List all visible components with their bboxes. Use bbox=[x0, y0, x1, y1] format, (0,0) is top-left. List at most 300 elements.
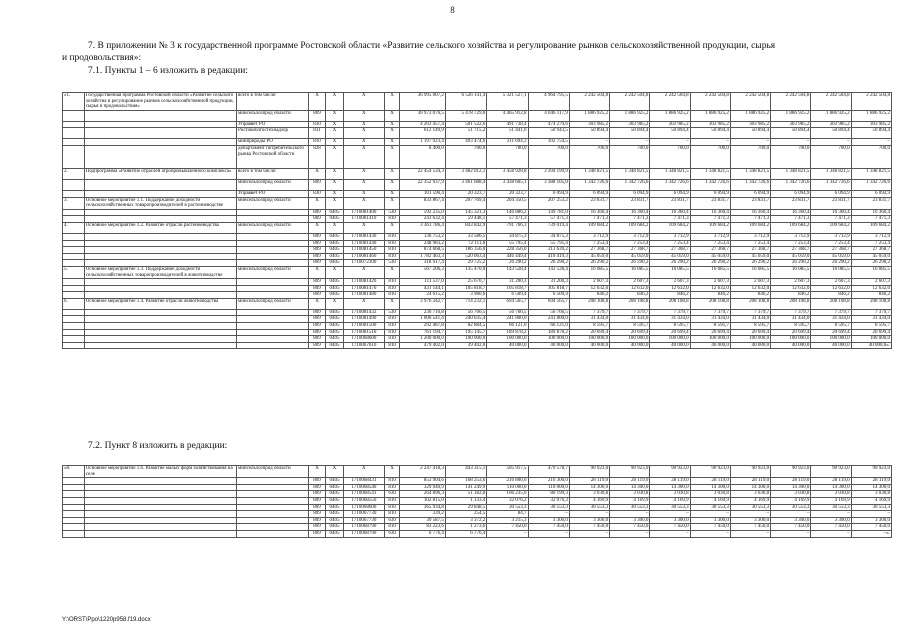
row-value: – bbox=[569, 530, 609, 537]
row-value: 846,2 bbox=[650, 292, 690, 299]
row-value: 23 831,7 bbox=[569, 197, 609, 209]
row-value: X bbox=[326, 197, 343, 209]
row-value: 16 360,4 bbox=[851, 209, 891, 216]
row-value: – bbox=[610, 511, 650, 518]
row-value: 59 448,1 bbox=[445, 216, 486, 223]
row-value: 0405 bbox=[326, 511, 343, 518]
row-value: 84,7 bbox=[487, 511, 528, 518]
row-value: X bbox=[326, 145, 343, 168]
row-value: 14 300,0 bbox=[811, 484, 851, 491]
row-value: 50 894,4 bbox=[851, 128, 891, 139]
row-number bbox=[63, 179, 85, 190]
row-value: 208 108,8 bbox=[650, 298, 690, 309]
row-value: 32 076,3 bbox=[528, 497, 569, 504]
row-number: 5. bbox=[63, 266, 85, 278]
row-name bbox=[84, 233, 236, 240]
row-value: 3 300,0 bbox=[610, 517, 650, 524]
row-value: 14 300,0 bbox=[851, 484, 891, 491]
row-value: 809 bbox=[308, 253, 325, 260]
row-value: 136 753,2 bbox=[400, 233, 446, 240]
row-name bbox=[84, 511, 236, 518]
row-value: 20 699,4 bbox=[569, 329, 609, 336]
row-value: 1710068550 bbox=[343, 497, 384, 504]
row-executor: департамент потребительского рынка Ростовской области bbox=[237, 145, 309, 168]
table-row bbox=[63, 240, 892, 247]
row-value: 846,2 bbox=[771, 292, 811, 299]
row-value: 3 712,9 bbox=[569, 233, 609, 240]
row-value: 809 bbox=[308, 336, 325, 343]
row-value: 0405 bbox=[326, 279, 343, 286]
row-value: 694 565,7 bbox=[487, 298, 528, 309]
row-value: 45 059,0 bbox=[569, 253, 609, 260]
row-name bbox=[84, 484, 236, 491]
row-value: 7 253,4 bbox=[690, 240, 730, 247]
row-value: 0405 bbox=[326, 285, 343, 292]
row-value: 630 bbox=[384, 491, 399, 498]
row-value: 0405 bbox=[326, 484, 343, 491]
row-value: 4 465 912,8 bbox=[487, 110, 528, 121]
row-value: 45 059,0 bbox=[730, 253, 770, 260]
row-value: 830 bbox=[308, 121, 325, 128]
row-value: 90 923,0 bbox=[851, 466, 891, 478]
row-value: 31 434,0 bbox=[690, 316, 730, 323]
row-value: 40 000,0 bbox=[690, 342, 730, 349]
row-value: X bbox=[343, 168, 384, 179]
row-value: 100 000,0 bbox=[690, 336, 730, 343]
row-value: 31 434,0 bbox=[569, 316, 609, 323]
row-value: 1 197 923,4 bbox=[400, 139, 446, 146]
row-value: 1710081430 bbox=[343, 233, 384, 240]
row-value: 30 553,3 bbox=[771, 504, 811, 511]
row-value: 843 842,9 bbox=[445, 222, 486, 233]
row-value: 1 342 726,6 bbox=[851, 179, 891, 190]
row-value: X bbox=[384, 145, 399, 168]
row-value: 8 595,7 bbox=[851, 323, 891, 330]
row-value: 7 253,4 bbox=[650, 240, 690, 247]
row-executor: минприроды РО bbox=[237, 139, 309, 146]
row-value: 26 290,2 bbox=[730, 260, 770, 267]
table-row bbox=[63, 197, 892, 209]
row-value: 30 553,3 bbox=[610, 504, 650, 511]
row-value: 5 321 527,1 bbox=[487, 93, 528, 111]
row-value: 25 670,7 bbox=[445, 279, 486, 286]
row-name bbox=[84, 247, 236, 254]
row-value: – bbox=[730, 511, 770, 518]
row-value: 216 800,0 bbox=[487, 478, 528, 485]
row-name bbox=[84, 209, 236, 216]
row-executor bbox=[237, 491, 309, 498]
row-value: X bbox=[326, 179, 343, 190]
row-name bbox=[84, 323, 236, 330]
row-value: 39 587,5 bbox=[400, 517, 446, 524]
row-value: 228 356,0 bbox=[487, 247, 528, 254]
row-number bbox=[63, 524, 85, 531]
row-value: 2 242 504,8 bbox=[650, 93, 690, 111]
row-value: 4 203 457,4 bbox=[400, 121, 446, 128]
row-value: 2 242 504,8 bbox=[690, 93, 730, 111]
row-value: 4 169,9 bbox=[771, 497, 811, 504]
table-row bbox=[63, 504, 892, 511]
row-value: 3 300,0 bbox=[690, 517, 730, 524]
row-value: X bbox=[308, 168, 325, 179]
row-value: 208 108,8 bbox=[690, 298, 730, 309]
row-value: 50 894,4 bbox=[811, 128, 851, 139]
row-value: 833 867,4 bbox=[400, 197, 446, 209]
row-value: 6 094,9 bbox=[650, 190, 690, 197]
table-row bbox=[63, 342, 892, 349]
row-value: 1 782 463,3 bbox=[400, 253, 446, 260]
row-value: 30 553,3 bbox=[528, 504, 569, 511]
row-number bbox=[63, 336, 85, 343]
row-value: 7 450,0 bbox=[811, 524, 851, 531]
row-executor bbox=[237, 524, 309, 531]
row-value: 26 290,2 bbox=[569, 260, 609, 267]
row-executor bbox=[237, 511, 309, 518]
row-value: 57 471,3 bbox=[487, 216, 528, 223]
row-number: 2. bbox=[63, 168, 85, 179]
row-value: 2 247 418,3 bbox=[400, 466, 446, 478]
row-number bbox=[63, 478, 85, 485]
row-value: 50 894,4 bbox=[650, 128, 690, 139]
row-value: 694 565,7 bbox=[528, 298, 569, 309]
row-value: 3 482 012,1 bbox=[445, 168, 486, 179]
row-value: 809 bbox=[308, 292, 325, 299]
row-name bbox=[84, 110, 236, 121]
row-value: 2 242 504,8 bbox=[811, 93, 851, 111]
row-value: 50 894,4 bbox=[730, 128, 770, 139]
row-value: 26 290,2 bbox=[528, 260, 569, 267]
row-value: 3 461 688,4 bbox=[445, 179, 486, 190]
row-number bbox=[63, 216, 85, 223]
row-value: 90 923,0 bbox=[610, 466, 650, 478]
row-number: 6. bbox=[63, 298, 85, 309]
row-value: 16 360,4 bbox=[811, 209, 851, 216]
row-value: X bbox=[343, 222, 384, 233]
row-value: – bbox=[610, 139, 650, 146]
row-value: 530 bbox=[384, 209, 399, 216]
row-value: 168 253,6 bbox=[445, 478, 486, 485]
row-name bbox=[84, 309, 236, 316]
row-value: 7 471,3 bbox=[730, 216, 770, 223]
row-value: 31 200,3 bbox=[528, 279, 569, 286]
row-value: 0405 bbox=[326, 491, 343, 498]
row-value: X bbox=[343, 298, 384, 309]
row-executor bbox=[237, 279, 309, 286]
row-value: 20 699,4 bbox=[851, 329, 891, 336]
row-number bbox=[63, 145, 85, 168]
row-value: 14 300,0 bbox=[771, 484, 811, 491]
row-value: 8 595,7 bbox=[730, 323, 770, 330]
row-value: 809 bbox=[308, 240, 325, 247]
table-row bbox=[63, 298, 892, 309]
row-value: 26 290,2 bbox=[610, 260, 650, 267]
row-value: 7 379,7 bbox=[690, 309, 730, 316]
row-name bbox=[84, 329, 236, 336]
row-value: 1 342 726,6 bbox=[650, 179, 690, 190]
row-value: 31 434,0 bbox=[610, 316, 650, 323]
row-value: 1 342 726,6 bbox=[730, 179, 770, 190]
row-value: 100 000,0 bbox=[569, 336, 609, 343]
row-value: 204 350,5 bbox=[487, 197, 528, 209]
row-value: 16 085,5 bbox=[650, 266, 690, 278]
row-value: 105 818,7 bbox=[528, 285, 569, 292]
row-value: 1710081460 bbox=[343, 253, 384, 260]
row-number bbox=[63, 139, 85, 146]
row-value: 208 108,8 bbox=[811, 298, 851, 309]
row-value: 303 985,2 bbox=[610, 121, 650, 128]
row-value: 1710068541 bbox=[343, 491, 384, 498]
row-value: 3 976 342,7 bbox=[400, 298, 446, 309]
row-value: 700,0 bbox=[811, 145, 851, 168]
row-value: 303 985,2 bbox=[650, 121, 690, 128]
row-value: 109 684,2 bbox=[851, 222, 891, 233]
row-value: 26 290,2 bbox=[690, 260, 730, 267]
row-name bbox=[84, 145, 236, 168]
row-value: X bbox=[308, 466, 325, 478]
row-value: 7 450,0 bbox=[487, 524, 528, 531]
row-value: 105 818,7 bbox=[487, 285, 528, 292]
table-row bbox=[63, 491, 892, 498]
row-value: X bbox=[343, 197, 384, 209]
row-name bbox=[84, 517, 236, 524]
row-value: 0405 bbox=[326, 316, 343, 323]
row-value: 2 242 504,8 bbox=[569, 93, 609, 111]
row-value: 4 169,9 bbox=[811, 497, 851, 504]
row-value: 567 206,3 bbox=[400, 266, 446, 278]
row-value: X bbox=[308, 197, 325, 209]
row-value: 810 bbox=[384, 285, 399, 292]
row-value: X bbox=[384, 298, 399, 309]
row-number: «8. bbox=[63, 466, 85, 478]
row-value: 3 300,0 bbox=[730, 517, 770, 524]
row-value: 1710081480 bbox=[343, 292, 384, 299]
row-value: 3 458 928,8 bbox=[487, 168, 528, 179]
row-value: 3 712,9 bbox=[811, 233, 851, 240]
row-value: 761 194,7 bbox=[400, 329, 446, 336]
row-value: 1 348 821,5 bbox=[569, 168, 609, 179]
row-value: 1 348 821,5 bbox=[851, 168, 891, 179]
row-value: X bbox=[343, 128, 384, 139]
row-value: 830 bbox=[308, 190, 325, 197]
row-value: 26 290,2 bbox=[487, 260, 528, 267]
row-value: X bbox=[343, 190, 384, 197]
row-value: 7 471,3 bbox=[811, 216, 851, 223]
row-executor: минсельхозпрод области bbox=[237, 466, 309, 478]
row-value: 7 471,3 bbox=[851, 216, 891, 223]
row-value: 505 917,5 bbox=[487, 466, 528, 478]
table-row bbox=[63, 121, 892, 128]
row-value: 318 917,4 bbox=[400, 260, 446, 267]
row-executor bbox=[237, 329, 309, 336]
row-value: 7 450,0 bbox=[730, 524, 770, 531]
row-name bbox=[84, 128, 236, 139]
row-executor: Управвет РО bbox=[237, 190, 309, 197]
row-value: 28 119,0 bbox=[730, 478, 770, 485]
row-value: 20 699,4 bbox=[650, 329, 690, 336]
row-value: 809 bbox=[308, 316, 325, 323]
row-value: 7 379,7 bbox=[811, 309, 851, 316]
row-value: 248 983,2 bbox=[400, 240, 446, 247]
row-value: X bbox=[343, 121, 384, 128]
row-value: 0405 bbox=[326, 260, 343, 267]
row-value: 0405 bbox=[326, 478, 343, 485]
row-value: 100 000,0 bbox=[811, 336, 851, 343]
row-value: 16 085,5 bbox=[730, 266, 770, 278]
row-value: 23 831,7 bbox=[650, 197, 690, 209]
row-number bbox=[63, 247, 85, 254]
row-value: 82 884,5 bbox=[445, 323, 486, 330]
row-value: 1710068431 bbox=[343, 478, 384, 485]
table-row bbox=[63, 309, 892, 316]
row-value: 100 000,0 bbox=[610, 336, 650, 343]
row-value: 236 716,8 bbox=[400, 309, 446, 316]
row-value: 739 019,4 bbox=[528, 222, 569, 233]
row-value: 1 342 726,6 bbox=[771, 179, 811, 190]
row-value: 100 000,0 bbox=[851, 336, 891, 343]
row-executor: Управвет РО bbox=[237, 121, 309, 128]
row-value: 0405 bbox=[326, 247, 343, 254]
row-value: 208 108,8 bbox=[610, 298, 650, 309]
row-value: 809 bbox=[308, 504, 325, 511]
row-value: 189 878,2 bbox=[528, 329, 569, 336]
row-value: 3 030,8 bbox=[650, 491, 690, 498]
row-value: 2 607,3 bbox=[650, 279, 690, 286]
intro-line-2: и продовольствия»: bbox=[62, 53, 142, 63]
row-value: 6 094,9 bbox=[851, 190, 891, 197]
row-value: 810 bbox=[384, 329, 399, 336]
row-value: 479 402,0 bbox=[400, 342, 446, 349]
row-value: 846,2 bbox=[690, 292, 730, 299]
row-value: –». bbox=[851, 530, 891, 537]
row-value: 24 615,2 bbox=[400, 292, 446, 299]
row-value: X bbox=[308, 266, 325, 278]
row-name bbox=[84, 121, 236, 128]
row-value: X bbox=[384, 128, 399, 139]
row-value: 846,2 bbox=[610, 292, 650, 299]
row-value: 1710081432 bbox=[343, 309, 384, 316]
row-value: 208 108,8 bbox=[730, 298, 770, 309]
row-value: 101 596,4 bbox=[400, 190, 446, 197]
row-value: 27 368,7 bbox=[690, 247, 730, 254]
row-value: X bbox=[384, 190, 399, 197]
row-value: 105 818,7 bbox=[445, 285, 486, 292]
row-value: 100 000,0 bbox=[730, 336, 770, 343]
row-value: 1710067730 bbox=[343, 511, 384, 518]
row-number bbox=[63, 240, 85, 247]
row-value: – bbox=[610, 530, 650, 537]
row-value: 809 bbox=[308, 517, 325, 524]
row-value: – bbox=[771, 530, 811, 537]
table-item-8 bbox=[62, 465, 892, 538]
row-value: X bbox=[326, 466, 343, 478]
row-value: 109 684,2 bbox=[569, 222, 609, 233]
row-value: 1 006 541,4 bbox=[400, 316, 446, 323]
row-number bbox=[63, 530, 85, 537]
row-value: 240 035,4 bbox=[445, 316, 486, 323]
row-value: 1 886 925,2 bbox=[771, 110, 811, 121]
row-value: 31 434,0 bbox=[851, 316, 891, 323]
row-value: 241 800,0 bbox=[487, 316, 528, 323]
row-value: 809 bbox=[308, 309, 325, 316]
row-value: 3 030,8 bbox=[730, 491, 770, 498]
row-value: 6 094,9 bbox=[569, 190, 609, 197]
row-value: 4 169,9 bbox=[851, 497, 891, 504]
row-value: 810 bbox=[384, 336, 399, 343]
row-value: 20 699,4 bbox=[690, 329, 730, 336]
table-row bbox=[63, 145, 892, 168]
table-row bbox=[63, 517, 892, 524]
row-value: 3 980,6 bbox=[445, 292, 486, 299]
row-name: Основное мероприятие 1.3. Поддержание доходности сельскохозяйственных товаропроизводителей в животноводстве bbox=[84, 266, 236, 278]
row-value: 1710081490 bbox=[343, 316, 384, 323]
row-value: 4 964 795,5 bbox=[528, 93, 569, 111]
row-value: 4 169,9 bbox=[730, 497, 770, 504]
row-value: 0405 bbox=[326, 504, 343, 511]
row-value: 6 094,9 bbox=[610, 190, 650, 197]
row-executor: Ростовоблгостехнадзор bbox=[237, 128, 309, 139]
row-number bbox=[63, 253, 85, 260]
row-value: 810 bbox=[384, 292, 399, 299]
row-value: 329 940,9 bbox=[400, 484, 446, 491]
row-value: 874 668,5 bbox=[400, 247, 446, 254]
row-value: – bbox=[811, 511, 851, 518]
row-value: 50 894,4 bbox=[690, 128, 730, 139]
row-value: 2 242 504,8 bbox=[851, 93, 891, 111]
row-value: X bbox=[384, 266, 399, 278]
table-row bbox=[63, 530, 892, 537]
row-value: 1710072300 bbox=[343, 260, 384, 267]
table-row bbox=[63, 110, 892, 121]
row-value: X bbox=[343, 139, 384, 146]
row-value: 31 434,0 bbox=[771, 316, 811, 323]
row-value: 40 000,0». bbox=[851, 342, 891, 349]
row-value: X bbox=[326, 110, 343, 121]
row-value: 7 471,3 bbox=[650, 216, 690, 223]
row-value: 365 934,8 bbox=[400, 504, 446, 511]
row-value: 20 699,4 bbox=[610, 329, 650, 336]
table-row bbox=[63, 128, 892, 139]
row-value: 3 300,0 bbox=[569, 517, 609, 524]
row-value: 16 085,5 bbox=[851, 266, 891, 278]
row-name bbox=[84, 216, 236, 223]
row-value: 791 766,3 bbox=[487, 222, 528, 233]
row-value: 810 bbox=[384, 247, 399, 254]
row-value: 311 694,3 bbox=[487, 139, 528, 146]
row-value: 16 085,5 bbox=[690, 266, 730, 278]
row-number bbox=[63, 517, 85, 524]
row-value: 111 537,0 bbox=[400, 279, 446, 286]
row-value: X bbox=[384, 168, 399, 179]
table-row bbox=[63, 222, 892, 233]
row-value: 45 059,0 bbox=[811, 253, 851, 260]
row-value: 146 886,2 bbox=[487, 209, 528, 216]
row-executor bbox=[237, 292, 309, 299]
row-number bbox=[63, 209, 85, 216]
subheading-7-1: 7.1. Пункты 1 – 6 изложить в редакции: bbox=[88, 66, 248, 76]
row-value: 0405 bbox=[326, 233, 343, 240]
row-value: 195 145,7 bbox=[445, 329, 486, 336]
row-value: 110 000,0 bbox=[528, 484, 569, 491]
row-value: X bbox=[326, 298, 343, 309]
row-value: 3 712,9 bbox=[771, 233, 811, 240]
row-number bbox=[63, 292, 85, 299]
row-value: 100 000,0 bbox=[487, 336, 528, 343]
table-row bbox=[63, 279, 892, 286]
row-value: 714 232,1 bbox=[445, 298, 486, 309]
row-value: 33 586,5 bbox=[445, 233, 486, 240]
page-number: 8 bbox=[450, 5, 455, 15]
row-value: 1 348 821,5 bbox=[690, 168, 730, 179]
